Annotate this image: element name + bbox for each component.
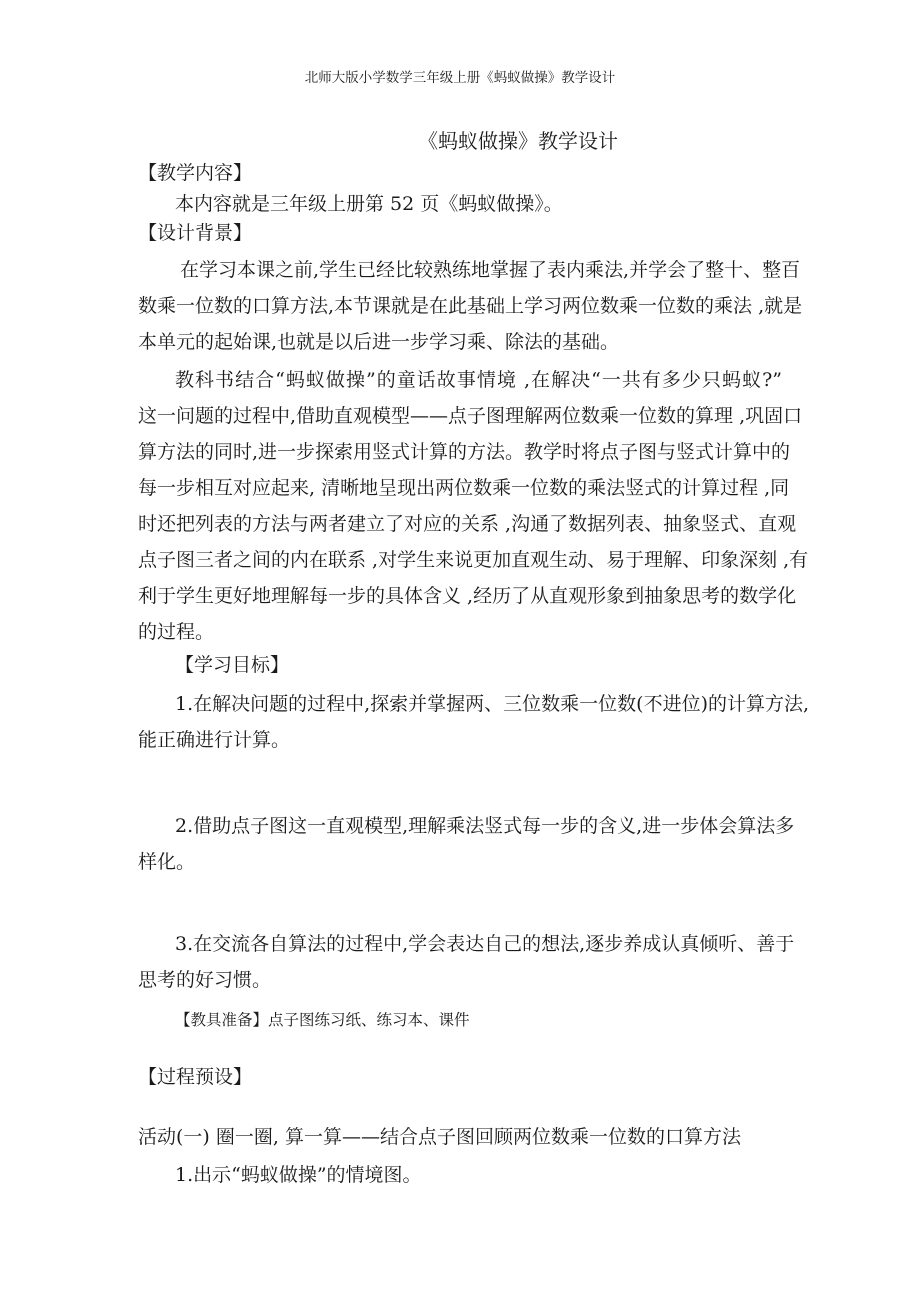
paragraph-line: 在学习本课之前,学生已经比较熟练地掌握了表内乘法,并学会了整十、整百 [180, 259, 801, 281]
goal-line: 样化。 [138, 851, 196, 873]
paragraph-line: 利于学生更好地理解每一步的具体含义 ,经历了从直观形象到抽象思考的数学化 [138, 585, 797, 607]
heading-learning-goals: 【学习目标】 [175, 654, 290, 676]
document-title: 《蚂蚁做操》教学设计 [418, 129, 618, 153]
goal-line: 3.在交流各自算法的过程中,学会表达自己的想法,逐步养成认真倾听、善于 [175, 933, 795, 955]
goal-line: 能正确进行计算。 [138, 729, 291, 751]
activity-heading: 活动(一) 圈一圈, 算一算——结合点子图回顾两位数乘一位数的口算方法 [138, 1126, 741, 1148]
goal-line: 2.借助点子图这一直观模型,理解乘法竖式每一步的含义,进一步体会算法多 [175, 815, 795, 837]
paragraph-line: 本单元的起始课,也就是以后进一步学习乘、除法的基础。 [138, 331, 620, 353]
heading-design-background: 【设计背景】 [138, 222, 253, 244]
teaching-content-text: 本内容就是三年级上册第 52 页《蚂蚁做操》。 [175, 193, 563, 215]
heading-process: 【过程预设】 [138, 1066, 253, 1088]
goal-line: 思考的好习惯。 [138, 969, 272, 991]
paragraph-line: 点子图三者之间的内在联系 ,对学生来说更加直观生动、易于理解、印象深刻 ,有 [138, 549, 809, 571]
paragraph-line: 这一问题的过程中,借助直观模型——点子图理解两位数乘一位数的算理 ,巩固口 [138, 405, 803, 427]
activity-step: 1.出示“蚂蚁做操”的情境图。 [175, 1164, 422, 1186]
paragraph-line: 每一步相互对应起来, 清晰地呈现出两位数乘一位数的乘法竖式的计算过程 ,同 [138, 477, 790, 499]
running-header: 北师大版小学数学三年级上册《蚂蚁做操》教学设计 [304, 70, 616, 86]
paragraph-line: 算方法的同时,进一步探索用竖式计算的方法。教学时将点子图与竖式计算中的 [138, 441, 791, 463]
paragraph-line: 时还把列表的方法与两者建立了对应的关系 ,沟通了数据列表、抽象竖式、直观 [138, 513, 797, 535]
goal-line: 1.在解决问题的过程中,探索并掌握两、三位数乘一位数(不进位)的计算方法, [175, 693, 810, 715]
paragraph-line: 数乘一位数的口算方法,本节课就是在此基础上学习两位数乘一位数的乘法 ,就是 [138, 295, 803, 317]
paragraph-line: 的过程。 [138, 621, 215, 643]
paragraph-line: 教科书结合“蚂蚁做操”的童话故事情境 ,在解决“一共有多少只蚂蚁?” [175, 369, 782, 391]
heading-teaching-content: 【教学内容】 [138, 162, 253, 184]
tools-preparation: 【教具准备】点子图练习纸、练习本、课件 [175, 1011, 470, 1029]
